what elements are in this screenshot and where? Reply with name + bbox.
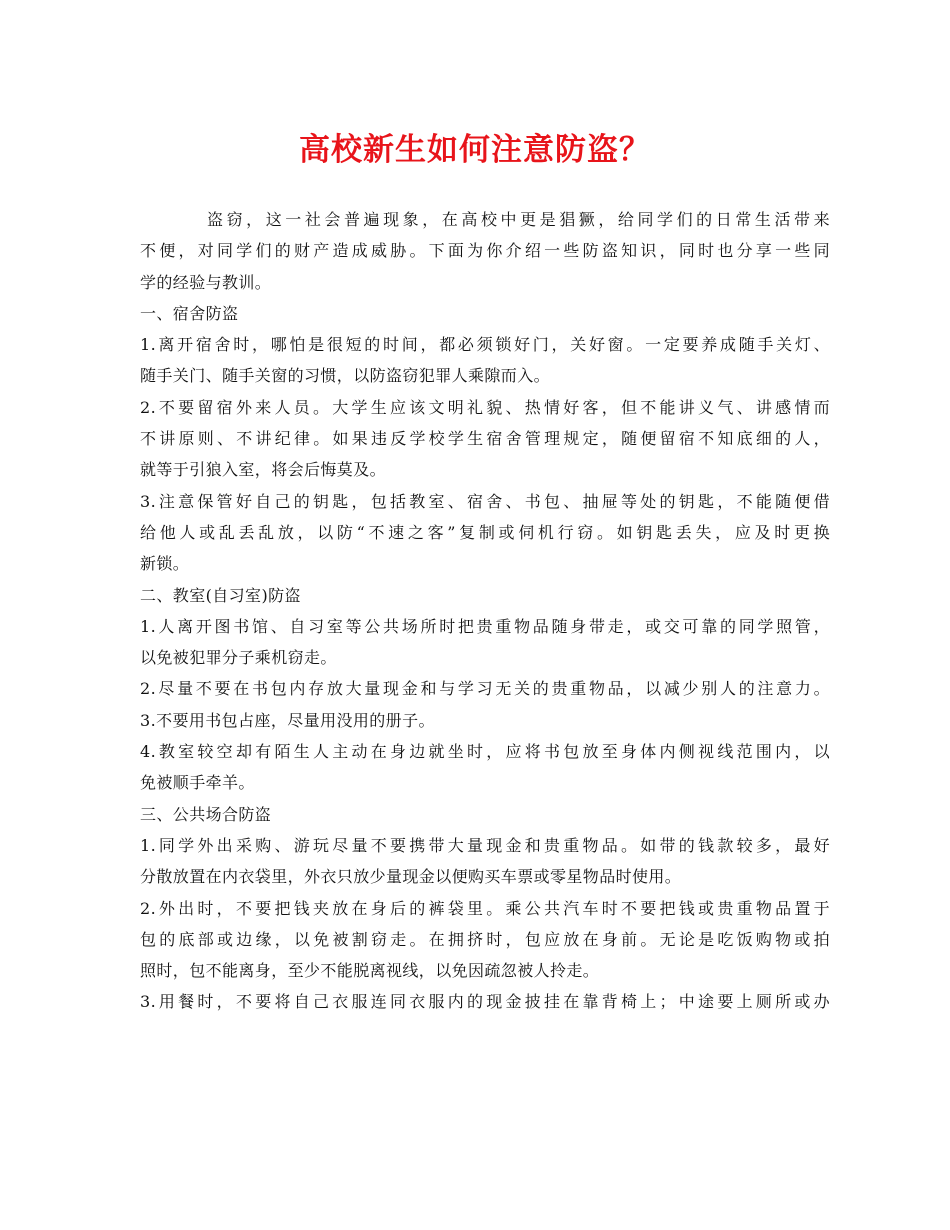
paragraph-line: 2.尽量不要在书包内存放大量现金和与学习无关的贵重物品，以减少别人的注意力。 [140, 679, 830, 699]
paragraph-line: 2.外出时，不要把钱夹放在身后的裤袋里。乘公共汽车时不要把钱或贵重物品置于 [140, 898, 830, 918]
paragraph-line: 1.离开宿舍时，哪怕是很短的时间，都必须锁好门，关好窗。一定要养成随手关灯、 [140, 335, 830, 355]
paragraph-line: 新锁。 [140, 554, 190, 574]
paragraph-line: 学的经验与教训。 [140, 272, 272, 292]
paragraph-line: 3.不要用书包占座，尽量用没用的册子。 [140, 710, 435, 730]
section-heading: 二、教室(自习室)防盗 [140, 585, 301, 605]
section-heading: 一、宿舍防盗 [140, 303, 239, 323]
paragraph-line: 不便，对同学们的财产造成威胁。下面为你介绍一些防盗知识，同时也分享一些同 [140, 241, 830, 261]
paragraph-line: 1.同学外出采购、游玩尽量不要携带大量现金和贵重物品。如带的钱款较多，最好 [140, 835, 830, 855]
paragraph-line: 随手关门、随手关窗的习惯，以防盗窃犯罪人乘隙而入。 [140, 366, 551, 386]
paragraph-line: 分散放置在内衣袋里，外衣只放少量现金以便购买车票或零星物品时使用。 [140, 867, 682, 887]
paragraph-line: 2.不要留宿外来人员。大学生应该文明礼貌、热情好客，但不能讲义气、讲感情而 [140, 397, 830, 417]
paragraph-line: 盗窃，这一社会普遍现象，在高校中更是猖獗，给同学们的日常生活带来 [207, 210, 830, 229]
paragraph-line: 3.注意保管好自己的钥匙，包括教室、宿舍、书包、抽屉等处的钥匙，不能随便借 [140, 491, 830, 511]
paragraph-line: 免被顺手牵羊。 [140, 773, 255, 793]
paragraph-line: 以免被犯罪分子乘机窃走。 [140, 648, 337, 668]
paragraph-line: 不讲原则、不讲纪律。如果违反学校学生宿舍管理规定，随便留宿不知底细的人， [140, 429, 830, 449]
paragraph-line: 包的底部或边缘，以免被割窃走。在拥挤时，包应放在身前。无论是吃饭购物或拍 [140, 929, 830, 949]
document-body [140, 204, 830, 1018]
section-heading: 三、公共场合防盗 [140, 804, 272, 824]
paragraph-line: 就等于引狼入室，将会后悔莫及。 [140, 460, 387, 480]
paragraph-line: 3.用餐时，不要将自己衣服连同衣服内的现金披挂在靠背椅上；中途要上厕所或办 [140, 992, 830, 1012]
paragraph-line: 给他人或乱丢乱放，以防“不速之客”复制或伺机行窃。如钥匙丢失，应及时更换 [140, 522, 830, 542]
paragraph-line: 1.人离开图书馆、自习室等公共场所时把贵重物品随身带走，或交可靠的同学照管， [140, 616, 830, 636]
paragraph-line: 照时，包不能离身，至少不能脱离视线，以免因疏忽被人拎走。 [140, 961, 600, 981]
paragraph-line: 4.教室较空却有陌生人主动在身边就坐时，应将书包放至身体内侧视线范围内，以 [140, 742, 830, 762]
document-title: 高校新生如何注意防盗？ [299, 132, 651, 168]
